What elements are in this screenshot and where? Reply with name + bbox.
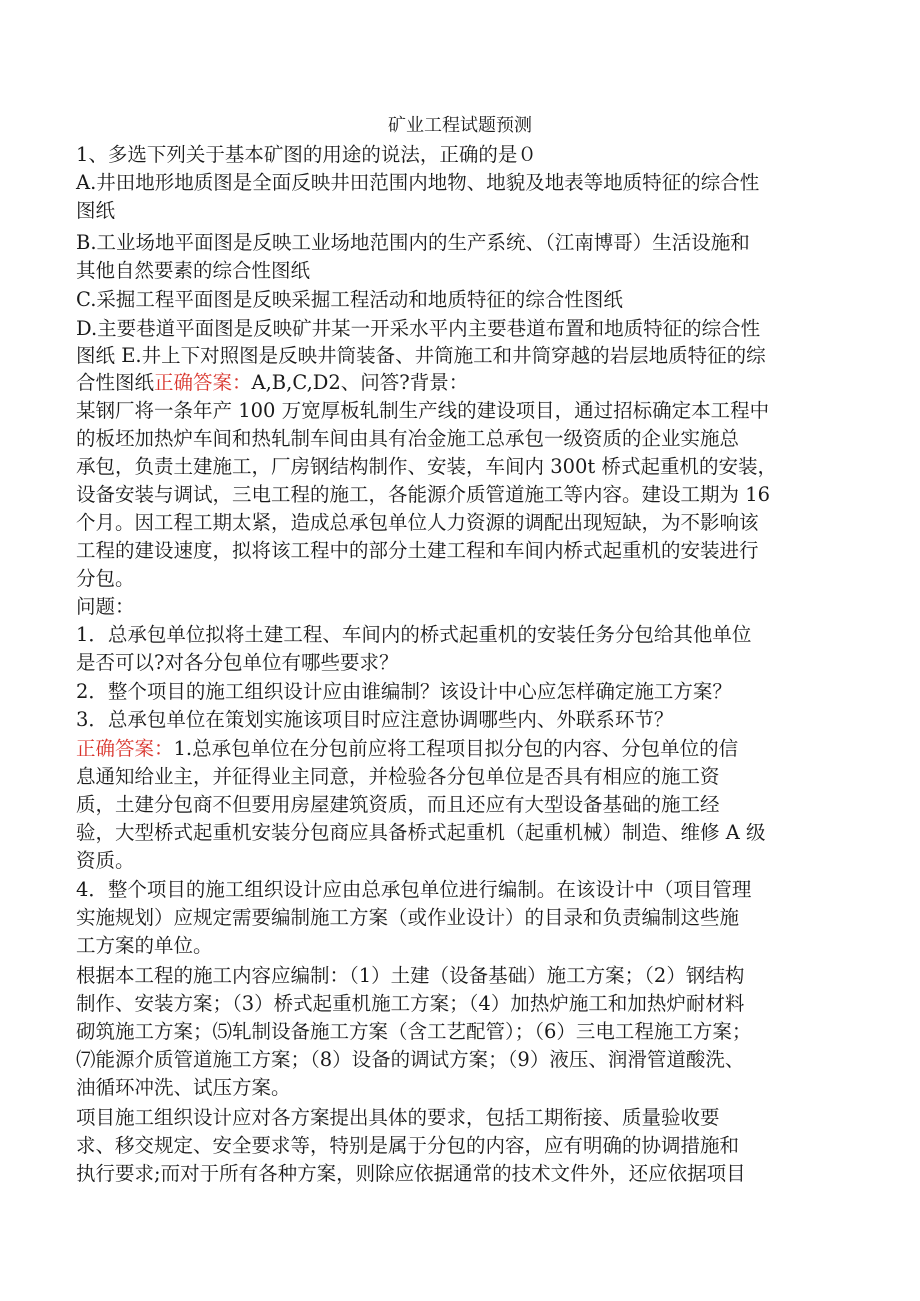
- answer-2-line: 油循环冲洗、试压方案。: [76, 1076, 291, 1099]
- question-line: 是否可以?对各分包单位有哪些要求？: [76, 651, 399, 674]
- background-line: 分包。: [76, 567, 135, 590]
- option-e-tail: 合性图纸: [76, 371, 155, 394]
- answer-2-line: 工方案的单位。: [76, 934, 213, 957]
- answer-2-line: 4．整个项目的施工组织设计应由总承包单位进行编制。在该设计中（项目管理: [76, 878, 752, 901]
- option-a-line-1: A.井田地形地质图是全面反映井田范围内地物、地貌及地表等地质特征的综合性: [76, 171, 760, 194]
- background-line: 的板坯加热炉车间和热轧制车间由具有冶金施工总承包一级资质的企业实施总: [76, 427, 740, 450]
- answer-2-line: 息通知给业主，并征得业主同意，并检验各分包单位是否具有相应的施工资: [76, 765, 720, 788]
- background-line: 承包，负责土建施工，厂房钢结构制作、安装，车间内 300t 桥式起重机的安装，: [76, 455, 777, 478]
- answer-2-line: 实施规划）应规定需要编制施工方案（或作业设计）的目录和负责编制这些施: [76, 906, 740, 929]
- answer-text-1: A,B,C,D2、问答?背景：: [251, 371, 469, 394]
- answer-2-line: 质，土建分包商不但要用房屋建筑资质，而且还应有大型设备基础的施工经: [76, 793, 720, 816]
- answer-label-1: 正确答案：: [154, 371, 252, 394]
- question-line: 1．总承包单位拟将土建工程、车间内的桥式起重机的安装任务分包给其他单位: [76, 623, 752, 646]
- background-line: 某钢厂将一条年产 100 万宽厚板轧制生产线的建设项目，通过招标确定本工程中: [76, 399, 770, 422]
- option-d-line-1: D.主要巷道平面图是反映矿井某一开采水平内主要巷道布置和地质特征的综合性: [76, 317, 761, 340]
- answer-line-1: [76, 369, 468, 397]
- answer-2-line: 资质。: [76, 849, 135, 872]
- background-line: 个月。因工程工期太紧，造成总承包单位人力资源的调配出现短缺，为不影响该: [76, 511, 759, 534]
- answer-label-2: 正确答案：: [76, 737, 174, 760]
- option-b-line-2: 其他自然要素的综合性图纸: [76, 259, 311, 282]
- option-d-line-2: 图纸 E.井上下对照图是反映井筒装备、井筒施工和井筒穿越的岩层地质特征的综: [76, 344, 766, 367]
- answer-2-line: 求、移交规定、安全要求等，特别是属于分包的内容，应有明确的协调措施和: [76, 1134, 740, 1157]
- background-line: 工程的建设速度，拟将该工程中的部分土建工程和车间内桥式起重机的安装进行: [76, 539, 759, 562]
- answer-2-line: ⑺能源介质管道施工方案；（8）设备的调试方案；（9）液压、润滑管道酸洗、: [76, 1048, 745, 1071]
- answer-2-line: 执行要求;而对于所有各种方案，则除应依据通常的技术文件外，还应依据项目: [76, 1162, 746, 1185]
- answer-2-first-text: 1.总承包单位在分包前应将工程项目拟分包的内容、分包单位的信: [173, 737, 739, 760]
- option-a-line-2: 图纸: [76, 199, 116, 222]
- option-b-line-1: B.工业场地平面图是反映工业场地范围内的生产系统、（江南博哥）生活设施和: [76, 231, 750, 254]
- answer-2-line: 根据本工程的施工内容应编制：（1）土建（设备基础）施工方案；（2）钢结构: [76, 964, 745, 987]
- question-line: 3．总承包单位在策划实施该项目时应注意协调哪些内、外联系环节？: [76, 708, 674, 731]
- questions-heading: 问题：: [76, 595, 135, 618]
- answer-2-line: 项目施工组织设计应对各方案提出具体的要求，包括工期衔接、质量验收要: [76, 1106, 720, 1129]
- answer-2-line: 验，大型桥式起重机安装分包商应具备桥式起重机（起重机械）制造、维修 A 级: [76, 821, 766, 844]
- question-line: 2．整个项目的施工组织设计应由谁编制？该设计中心应怎样确定施工方案？: [76, 680, 732, 703]
- answer-2-line-1: [76, 735, 738, 763]
- question-1-stem: 1、多选下列关于基本矿图的用途的说法，正确的是０: [76, 143, 537, 166]
- answer-2-line: 制作、安装方案；（3）桥式起重机施工方案；（4）加热炉施工和加热炉耐材料: [76, 992, 745, 1015]
- answer-2-line: 砌筑施工方案；⑸轧制设备施工方案（含工艺配管）；（6）三电工程施工方案；: [76, 1020, 752, 1043]
- option-c: C.采掘工程平面图是反映采掘工程活动和地质特征的综合性图纸: [76, 288, 623, 311]
- document-title: 矿业工程试题预测: [388, 115, 532, 136]
- background-line: 设备安装与调试，三电工程的施工，各能源介质管道施工等内容。建设工期为 16: [76, 483, 771, 506]
